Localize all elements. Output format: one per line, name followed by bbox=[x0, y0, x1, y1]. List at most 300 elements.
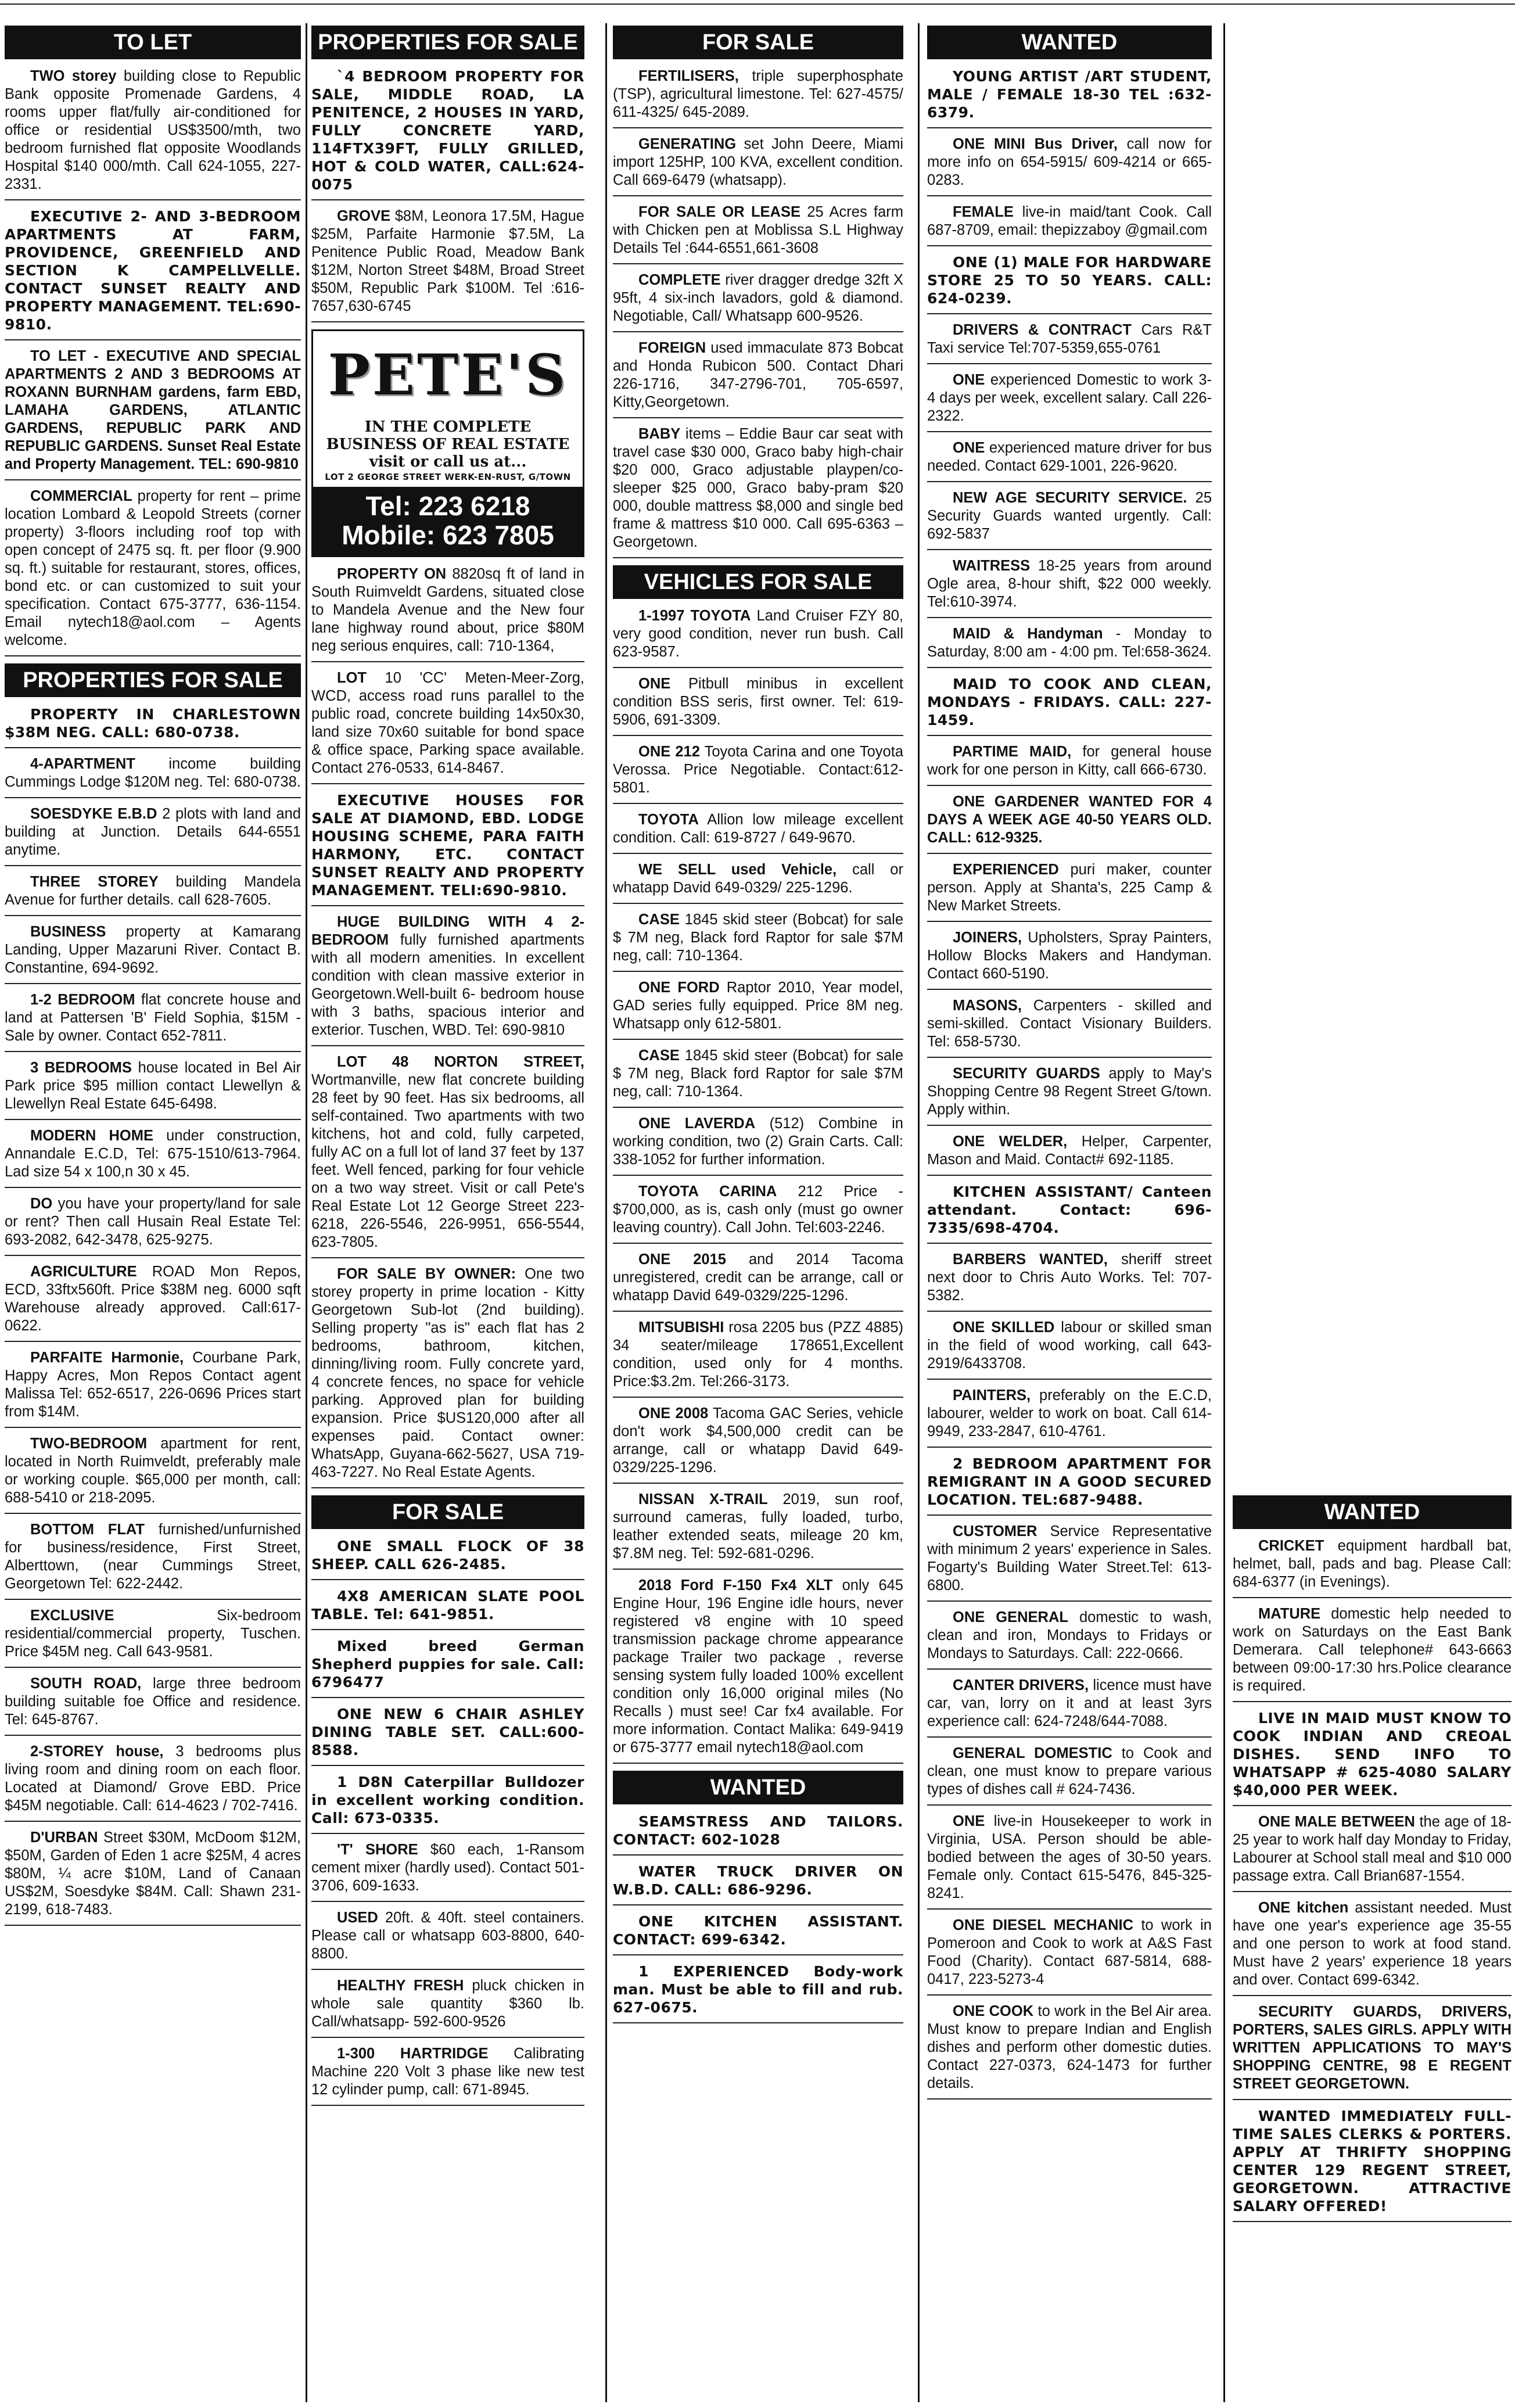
classified-ad bbox=[311, 1909, 584, 1970]
ad-body: property for rent – prime location Lombard & Leopold Streets (corner property) 3-floors including roof top with open concept of 2475 sq. ft. per floor (9.900 sq. ft.) suitable for restaurant, stores, offices, bond etc. or can customized to suit your specification. Contact 675-3777, 636-1154. Email nytech18@aol.com – Agents welcome. bbox=[5, 488, 301, 648]
ad-body: Service Representative with minimum 2 years' experience in Sales. Fogarty's Building Water Street.Tel: 613-6800. bbox=[927, 1523, 1212, 1594]
ad-lead: FEMALE bbox=[953, 204, 1014, 220]
classified-ad bbox=[927, 793, 1212, 854]
ad-lead: ONE WELDER, bbox=[953, 1133, 1068, 1150]
ad-body: Tacoma GAC Series, vehicle don't work $4,500,000 credit can be arrange, call or whatapp David 649-0329/225-1296. bbox=[613, 1405, 903, 1476]
ad-body: for general house work for one person in Kitty, call 666-6730. bbox=[927, 744, 1212, 778]
ad-lead: LOT bbox=[337, 670, 367, 686]
top-rule bbox=[0, 0, 1515, 5]
ad-lead: ONE GARDENER WANTED FOR 4 DAYS A WEEK AGE 40-50 YEARS OLD. CALL: 612-9325. bbox=[927, 794, 1212, 846]
ad-body: apply to May's Shopping Centre 98 Regent Street G/town. Apply within. bbox=[927, 1065, 1212, 1118]
ad-body: domestic to wash, clean and iron, Mondays to Fridays or Mondays to Saturdays. Call: 222-0666. bbox=[927, 1609, 1212, 1661]
ad-lead: GROVE bbox=[337, 208, 391, 224]
ad-body: Street $30M, McDoom $12M, $50M, Garden of Eden 1 acre $25M, 4 acres $80M, ¼ acre $10M, Land of Canaan US$2M, Soesdyke $84M. Call: Shawn 231-2199, 618-7483. bbox=[5, 1829, 301, 1918]
classified-ad bbox=[613, 607, 903, 668]
ad-body: Upholsters, Spray Painters, Hollow Blocks Makers and Handyman. Contact 660-5190. bbox=[927, 930, 1212, 982]
ad-body: Wortmanville, new flat concrete building 28 feet by 90 feet. Has six bedrooms, all self-contained. Two apartments with two kitchens, hot and cold, fully carpeted, fully AC on a full lot of land 37 feet by 137 feet. Well fenced, parking for four vehicle on a two way street. Visit or call Pete's Real Estate Lot 12 George Street 223-6218, 226-5546, 226-9951, 656-5544, 623-7805. bbox=[311, 1072, 584, 1250]
ad-lead: SECURITY GUARDS bbox=[953, 1065, 1100, 1082]
ad-body: call or whatapp David 649-0329/ 225-1296. bbox=[613, 862, 903, 896]
classified-ad bbox=[5, 347, 301, 480]
ad-lead: ONE COOK bbox=[953, 2003, 1034, 2019]
ad-body: under construction, Annandale E.C.D, Tel: 675-1510/613-7964. Lad size 54 x 100,n 30 x 45. bbox=[5, 1128, 301, 1180]
ad-body: and 2014 Tacoma unregistered, credit can be arrange, call or whatapp David 649-0329/225-1296. bbox=[613, 1251, 903, 1304]
section-header: FOR SALE bbox=[311, 1495, 584, 1529]
classified-ad bbox=[1233, 1813, 1512, 1892]
classified-ad bbox=[5, 755, 301, 798]
ad-lead: FERTILISERS, bbox=[638, 68, 739, 84]
section-header: WANTED bbox=[613, 1771, 903, 1804]
ad-body: - Monday to Saturday, 8:00 am - 4:00 pm. Tel:658-3624. bbox=[927, 626, 1212, 660]
classified-ad bbox=[613, 1962, 903, 2023]
classified-ad bbox=[613, 911, 903, 972]
classified-ad bbox=[613, 425, 903, 558]
ad-lead: Mixed breed German Shepherd puppies for sale. Call: 6796477 bbox=[311, 1638, 584, 1691]
classified-ad bbox=[5, 1127, 301, 1188]
classified-ad bbox=[927, 929, 1212, 990]
classified-ad bbox=[613, 811, 903, 854]
ad-lead: ONE bbox=[953, 440, 985, 456]
ad-body: 2019, sun roof, surround cameras, fully loaded, turbo, leather extended seats, mileage 20 km, $7.8M neg. Tel: 592-681-0296. bbox=[613, 1491, 903, 1562]
section-header: WANTED bbox=[1233, 1495, 1512, 1529]
ad-body: assistant needed. Must have one year's experience age 35-55 and one person to work at food stand. Must have 2 years' experience 18 years and over. Contact 699-6342. bbox=[1233, 1900, 1512, 1988]
section-header: PROPERTIES FOR SALE bbox=[311, 26, 584, 59]
ad-lead: CANTER DRIVERS, bbox=[953, 1677, 1089, 1693]
ad-body: 3 bedrooms plus living room and dining room on each floor. Located at Diamond/ Grove EBD. Price $45M negotiable. Call: 614-4623 / 702-7416. bbox=[5, 1743, 301, 1814]
ad-body: Cars R&T Taxi service Tel:707-5359,655-0761 bbox=[927, 322, 1212, 356]
ad-body: ROAD Mon Repos, ECD, 33ftx560ft. Price $38M neg. 6000 sqft Warehouse already approved. Call:617-0622. bbox=[5, 1264, 301, 1334]
ad-lead: THREE STOREY bbox=[30, 874, 159, 890]
ad-lead: ONE 212 bbox=[638, 744, 700, 760]
ad-lead: GENERATING bbox=[638, 136, 737, 152]
section-header: TO LET bbox=[5, 26, 301, 59]
classified-ad bbox=[927, 743, 1212, 786]
classified-ad bbox=[5, 1829, 301, 1926]
petes-real-estate-logo bbox=[311, 329, 584, 557]
ad-lead: EXPERIENCED bbox=[953, 862, 1059, 878]
ad-lead: ONE bbox=[638, 676, 671, 692]
ad-lead: JOINERS, bbox=[953, 930, 1022, 946]
logo-tagline: BUSINESS OF REAL ESTATE bbox=[326, 436, 570, 453]
ad-lead: BUSINESS bbox=[30, 924, 106, 940]
logo-banner bbox=[313, 331, 583, 418]
classified-ad bbox=[927, 1319, 1212, 1380]
ad-body: live-in maid/tant Cook. Call 687-8709, email: thepizzaboy @gmail.com bbox=[927, 204, 1212, 238]
classified-ad bbox=[927, 1251, 1212, 1312]
logo-tagline: visit or call us at... bbox=[369, 453, 527, 471]
classified-ad bbox=[5, 1675, 301, 1736]
column-divider bbox=[306, 23, 307, 2402]
classified-ad bbox=[927, 1677, 1212, 1738]
classified-ad bbox=[613, 339, 903, 418]
ad-body: 1845 skid steer (Bobcat) for sale $ 7M neg, Black ford Raptor for sale $7M neg, call: 710-1364. bbox=[613, 1047, 903, 1100]
ad-lead: ONE 2008 bbox=[638, 1405, 709, 1422]
ad-lead: CASE bbox=[638, 911, 680, 928]
logo-phone-block bbox=[313, 487, 583, 555]
ad-lead: ONE bbox=[953, 1813, 985, 1829]
classified-ad bbox=[613, 1912, 903, 1955]
classified-ad bbox=[311, 67, 584, 200]
ad-body: to Cook and clean, one must know to prepare various types of dishes call # 624-7436. bbox=[927, 1745, 1212, 1797]
ad-lead: ONE MALE BETWEEN bbox=[1258, 1814, 1415, 1830]
ad-lead: `4 BEDROOM PROPERTY FOR SALE, MIDDLE ROAD, LA PENITENCE, 2 HOUSES IN YARD, FULLY CONCRETE YARD, 114FTX39FT, FULLY GRILLED, HOT & COLD WATER, CALL:624-0075 bbox=[311, 68, 584, 193]
column-1 bbox=[5, 23, 301, 2402]
ad-lead: ONE FORD bbox=[638, 979, 720, 996]
classified-ad bbox=[5, 1059, 301, 1120]
classified-ad bbox=[613, 1577, 903, 1764]
classified-ad bbox=[311, 1841, 584, 1902]
ad-lead: FOR SALE BY OWNER: bbox=[337, 1266, 516, 1282]
ad-lead: ONE (1) MALE FOR HARDWARE STORE 25 TO 50 YEARS. CALL: 624-0239. bbox=[927, 254, 1212, 307]
ad-lead: 4-APARTMENT bbox=[30, 756, 135, 772]
ad-body: call now for more info on 654-5915/ 609-4214 or 665-0283. bbox=[927, 136, 1212, 188]
ad-lead: ONE MINI Bus Driver, bbox=[953, 136, 1118, 152]
ad-body: equipment hardball bat, helmet, ball, pads and bag. Please Call: 684-6377 (in Evenings). bbox=[1233, 1538, 1512, 1590]
ad-body: Courbane Park, Happy Acres, Mon Repos Contact agent Malissa Tel: 652-6517, 226-0696 Prices start from $14M. bbox=[5, 1350, 301, 1420]
ad-lead: HUGE BUILDING WITH 4 2- BEDROOM bbox=[311, 914, 584, 948]
classified-ad bbox=[613, 1115, 903, 1176]
ad-lead: YOUNG ARTIST /ART STUDENT, MALE / FEMALE 18-30 TEL :632-6379. bbox=[927, 68, 1212, 121]
ad-lead: TWO storey bbox=[30, 68, 117, 84]
ad-lead: ONE LAVERDA bbox=[638, 1115, 756, 1132]
ad-lead: MASONS, bbox=[953, 997, 1022, 1014]
logo-name: PETE'S bbox=[328, 342, 568, 408]
classified-ad bbox=[927, 1813, 1212, 1910]
ad-body: Six-bedroom residential/commercial property, Tuschen. Price $45M neg. Call 643-9581. bbox=[5, 1607, 301, 1660]
classified-ad bbox=[927, 135, 1212, 196]
section-header: VEHICLES FOR SALE bbox=[613, 565, 903, 599]
ad-lead: 1 EXPERIENCED Body-work man. Must be able to fill and rub. 627-0675. bbox=[613, 1963, 903, 2016]
ad-body: 2 plots with land and building at Junction. Details 644-6551 anytime. bbox=[5, 806, 301, 858]
classified-ad bbox=[1233, 1709, 1512, 1806]
ad-body: Raptor 2010, Year model, GAD series fully equipped. Price 8M neg. Whatsapp only 612-5801. bbox=[613, 979, 903, 1032]
ad-lead: ONE SMALL FLOCK OF 38 SHEEP. CALL 626-2485. bbox=[311, 1538, 584, 1573]
classified-ad bbox=[613, 1862, 903, 1905]
classified-ad bbox=[311, 1637, 584, 1698]
classified-ad bbox=[1233, 2003, 1512, 2100]
ad-lead: 2-STOREY house, bbox=[30, 1743, 164, 1760]
classified-ad bbox=[5, 67, 301, 200]
classified-ad bbox=[5, 805, 301, 866]
classified-ad bbox=[5, 705, 301, 748]
ad-body: sheriff street next door to Chris Auto Works. Tel: 707-5382. bbox=[927, 1251, 1212, 1304]
ad-lead: AGRICULTURE bbox=[30, 1264, 137, 1280]
section-header: FOR SALE bbox=[613, 26, 903, 59]
ad-lead: PROPERTY IN CHARLESTOWN $38M NEG. CALL: 680-0738. bbox=[5, 706, 301, 741]
ad-body: 8820sq ft of land in South Ruimveldt Gardens, situated close to Mandela Avenue and the New four lane highway round about, price $80M neg serious enquires, call: 710-1364, bbox=[311, 566, 584, 654]
ad-lead: MAID & Handyman bbox=[953, 626, 1103, 642]
column-divider bbox=[605, 23, 607, 2402]
ad-lead: NISSAN X-TRAIL bbox=[638, 1491, 768, 1508]
ad-lead: 2 BEDROOM APARTMENT FOR REMIGRANT IN A GOOD SECURED LOCATION. TEL:687-9488. bbox=[927, 1455, 1212, 1508]
classified-ad bbox=[311, 207, 584, 322]
ad-lead: 1-300 HARTRIDGE bbox=[337, 2045, 489, 2062]
classified-ad bbox=[5, 923, 301, 984]
classified-ad bbox=[311, 1773, 584, 1834]
logo-mobile: Mobile: 623 7805 bbox=[342, 520, 554, 550]
ad-lead: HEALTHY FRESH bbox=[337, 1978, 464, 1994]
classified-ad bbox=[5, 207, 301, 340]
ad-lead: WAITRESS bbox=[953, 558, 1031, 574]
ad-lead: EXECUTIVE 2- AND 3-BEDROOM APARTMENTS AT FARM, PROVIDENCE, GREENFIELD AND SECTION K CAMPELLVELLE. CONTACT SUNSET REALTY AND PROPERTY MANAGEMENT. TEL:690-9810. bbox=[5, 208, 301, 333]
ad-body: flat concrete house and land at Pattersen 'B' Field Sophia, $15M - Sale by owner. Contact 652-7811. bbox=[5, 992, 301, 1044]
ad-lead: MATURE bbox=[1258, 1606, 1321, 1622]
classified-ad bbox=[311, 913, 584, 1046]
classified-ad bbox=[613, 67, 903, 128]
ad-lead: 3 BEDROOMS bbox=[30, 1060, 132, 1076]
classified-ad bbox=[613, 1405, 903, 1484]
ad-lead: PAINTERS, bbox=[953, 1387, 1031, 1404]
classified-ad bbox=[927, 1917, 1212, 1996]
ad-lead: SOUTH ROAD, bbox=[30, 1675, 142, 1692]
ad-body: 1845 skid steer (Bobcat) for sale $ 7M neg, Black ford Raptor for sale $7M neg, call: 710-1364. bbox=[613, 911, 903, 964]
classified-ad bbox=[927, 1455, 1212, 1516]
classified-ad bbox=[927, 2003, 1212, 2100]
ad-lead: MAID TO COOK AND CLEAN, MONDAYS - FRIDAYS. CALL: 227-1459. bbox=[927, 676, 1212, 728]
ad-body: building close to Republic Bank opposite Promenade Gardens, 4 rooms upper flat/fully air-conditioned for office or residential US$3500/mth, two bedroom furnished flat opposite Woodlands Hospital $140 000/mth. Call 624-1055, 227-2331. bbox=[5, 68, 301, 192]
ad-body: apartment for rent, located in North Ruimveldt, preferably male or working couple. $65,000 per month, call: 688-5410 or 218-2095. bbox=[5, 1436, 301, 1506]
ad-body: Pitbull minibus in excellent condition BSS seris, first owner. Tel: 619-5906, 691-3309. bbox=[613, 676, 903, 728]
classified-ad bbox=[927, 203, 1212, 246]
ad-body: set John Deere, Miami import 125HP, 100 KVA, excellent condition. Call 669-6479 (whatsapp). bbox=[613, 136, 903, 188]
ad-body: large three bedroom building suitable foe Office and residence. Tel: 645-8767. bbox=[5, 1675, 301, 1728]
ad-lead: 4X8 AMERICAN SLATE POOL TABLE. Tel: 641-9851. bbox=[311, 1588, 584, 1623]
classified-ad bbox=[311, 791, 584, 906]
ad-lead: ONE KITCHEN ASSISTANT. CONTACT: 699-6342. bbox=[613, 1913, 903, 1948]
classified-ad bbox=[927, 1065, 1212, 1126]
classified-ad bbox=[1233, 1537, 1512, 1598]
ad-lead: SOESDYKE E.B.D bbox=[30, 806, 157, 822]
classified-ad bbox=[927, 1183, 1212, 1244]
ad-lead: CRICKET bbox=[1258, 1538, 1324, 1554]
ad-lead: LIVE IN MAID MUST KNOW TO COOK INDIAN AND CREOAL DISHES. SEND INFO TO WHATSAPP # 625-4080 SALARY $40,000 PER WEEK. bbox=[1233, 1710, 1512, 1799]
ad-lead: EXCLUSIVE bbox=[30, 1607, 114, 1624]
classified-ad bbox=[5, 1607, 301, 1668]
classified-ad bbox=[5, 1743, 301, 1822]
ad-body: One two storey property in prime location - Kitty Georgetown Sub-lot (2nd building). Selling property "as is" each flat has 2 bedrooms, bathroom, kitchen, dinning/living room. Fully concrete yard, 4 concrete fences, no space for vehicle parking. Approved plan for building expansion. Price $US120,000 after all expenses paid. Contact owner: WhatsApp, Guyana-662-5627, USA 719-463-7227. No Real Estate Agents. bbox=[311, 1266, 584, 1480]
ad-lead: MITSUBISHI bbox=[638, 1319, 724, 1336]
ad-lead: 1 D8N Caterpillar Bulldozer in excellent working condition. Call: 673-0335. bbox=[311, 1774, 584, 1826]
ad-body: fully furnished apartments with all modern amenities. In excellent condition with clean massive exterior in Georgetown.Well-built 6- bedroom house with 3 baths, spacious interior and exterior. Tuschen, WBD. Tel: 690-9810 bbox=[311, 932, 584, 1038]
ad-lead: WE SELL used Vehicle, bbox=[638, 862, 837, 878]
ad-lead: NEW AGE SECURITY SERVICE. bbox=[953, 490, 1187, 506]
ad-body: 10 'CC' Meten-Meer-Zorg, WCD, access road runs parallel to the public road, concrete building 14x50x30, land size 70x60 suitable for bond space & office space, Parking space available. Contact 276-0533, 614-8467. bbox=[311, 670, 584, 776]
ad-lead: MODERN HOME bbox=[30, 1128, 153, 1144]
ad-lead: USED bbox=[337, 1910, 378, 1926]
ad-body: property at Kamarang Landing, Upper Mazaruni River. Contact B. Constantine, 694-9692. bbox=[5, 924, 301, 976]
ad-body: used immaculate 873 Bobcat and Honda Rubicon 500. Contact Dhari 226-1716, 347-2796-701, 705-6597, Kitty,Georgetown. bbox=[613, 340, 903, 410]
classified-ad bbox=[613, 135, 903, 196]
ad-body: income building Cummings Lodge $120M neg. Tel: 680-0738. bbox=[5, 756, 301, 790]
classified-ad bbox=[5, 1435, 301, 1514]
column-divider bbox=[1223, 23, 1225, 2402]
ad-body: the age of 18-25 year to work half day Monday to Friday, Labourer at School stall meal and $10 000 passage extra. Call Brian687-1554. bbox=[1233, 1814, 1512, 1884]
classified-ad bbox=[311, 669, 584, 784]
classified-ad bbox=[5, 1521, 301, 1600]
ad-body: rosa 2205 bus (PZZ 4885) 34 seater/mileage 178651,Excellent condition, used only for 4 months. Price:$3.2m. Tel:266-3173. bbox=[613, 1319, 903, 1390]
ad-lead: TOYOTA CARINA bbox=[638, 1183, 777, 1200]
ad-body: furnished/unfurnished for business/residence, First Street, Alberttown, (near Cummings Street, Georgetown Tel: 622-2442. bbox=[5, 1521, 301, 1592]
column-4 bbox=[927, 23, 1212, 2402]
section-header: WANTED bbox=[927, 26, 1212, 59]
classified-ad bbox=[927, 1523, 1212, 1602]
classified-ad bbox=[613, 979, 903, 1040]
classified-ad bbox=[311, 1587, 584, 1630]
classified-ad bbox=[5, 991, 301, 1052]
ad-body: preferably on the E.C.D, labourer, welder to work on boat. Call 614-9949, 233-2847, 610-4761. bbox=[927, 1387, 1212, 1440]
ad-body: domestic help needed to work on Saturdays on the East Bank Demerara. Call telephone# 643-6663 between 09:00-17:30 hrs.Police clearance is required. bbox=[1233, 1606, 1512, 1694]
classified-ad bbox=[311, 565, 584, 662]
classified-ad bbox=[311, 1977, 584, 2038]
ad-body: $60 each, 1-Ransom cement mixer (hardly used). Contact 501-3706, 609-1633. bbox=[311, 1842, 584, 1894]
ad-lead: 2018 Ford F-150 Fx4 XLT bbox=[638, 1577, 833, 1594]
ad-lead: FOREIGN bbox=[638, 340, 706, 356]
classified-ad bbox=[1233, 2107, 1512, 2222]
ad-lead: CUSTOMER bbox=[953, 1523, 1037, 1539]
ad-body: to work in the Bel Air area. Must know to prepare Indian and English dishes and perform other domestic duties. Contact 227-0373, 624-1473 for further details. bbox=[927, 2003, 1212, 2091]
ad-body: live-in Housekeeper to work in Virginia, USA. Person should be able-bodied between the ages of 30-50 years. Female only. Contact 615-5476, 845-325-8241. bbox=[927, 1813, 1212, 1901]
ad-body: river dragger dredge 32ft X 95ft, 4 six-inch lavadors, gold & diamond. Negotiable, Call/ Whatsapp 600-9526. bbox=[613, 272, 903, 324]
classified-ad bbox=[613, 861, 903, 904]
ad-body: $8M, Leonora 17.5M, Hague $25M, Parfaite Harmonie $7.5M, La Penitence Public Road, Meadow Bank $12M, Norton Street $48M, Broad Street $50M, Republic Park $100M. Tel :616-7657,630-6745 bbox=[311, 208, 584, 314]
classified-ad bbox=[1233, 1605, 1512, 1702]
classified-ad bbox=[927, 861, 1212, 922]
ad-lead: TOYOTA bbox=[638, 812, 699, 828]
ad-lead: TO LET - EXECUTIVE AND SPECIAL APARTMENTS 2 AND 3 BEDROOMS AT ROXANN BURNHAM gardens, farm EBD, LAMAHA GARDENS, ATLANTIC GARDENS, REPUBLIC PARK AND REPUBLIC GARDENS. Sunset Real Estate and Property Management. TEL: 690-9810 bbox=[5, 348, 301, 472]
ad-lead: BARBERS WANTED, bbox=[953, 1251, 1108, 1268]
classified-ad bbox=[613, 1319, 903, 1398]
classified-ad bbox=[311, 2045, 584, 2106]
logo-telephone: Tel: 223 6218 bbox=[365, 491, 530, 521]
classified-ad bbox=[613, 1813, 903, 1856]
ad-lead: FOR SALE OR LEASE bbox=[638, 204, 800, 220]
logo-tagline: IN THE COMPLETE bbox=[364, 418, 532, 436]
classified-ad bbox=[927, 489, 1212, 550]
classified-ad bbox=[927, 67, 1212, 128]
ad-lead: COMMERCIAL bbox=[30, 488, 132, 504]
ad-lead: LOT 48 NORTON STREET, bbox=[337, 1054, 584, 1070]
classified-ad bbox=[927, 1133, 1212, 1176]
ad-lead: SEAMSTRESS AND TAILORS. CONTACT: 602-1028 bbox=[613, 1813, 903, 1848]
ad-lead: KITCHEN ASSISTANT/ Canteen attendant. Contact: 696-7335/698-4704. bbox=[927, 1183, 1212, 1236]
ad-lead: ONE GENERAL bbox=[953, 1609, 1068, 1625]
section-header: PROPERTIES FOR SALE bbox=[5, 663, 301, 697]
ad-body: pluck chicken in whole sale quantity $360 lb. Call/whatsapp- 592-600-9526 bbox=[311, 1978, 584, 2030]
ad-lead: COMPLETE bbox=[638, 272, 721, 288]
ad-lead: PARTIME MAID, bbox=[953, 744, 1072, 760]
ad-lead: ONE bbox=[953, 372, 985, 388]
ad-body: house located in Bel Air Park price $95 million contact Llewellyn & Llewellyn Real Estate 645-6498. bbox=[5, 1060, 301, 1112]
classified-ad bbox=[613, 1251, 903, 1312]
classified-ad bbox=[927, 321, 1212, 364]
ad-lead: PROPERTY ON bbox=[337, 566, 447, 582]
classified-ad bbox=[5, 487, 301, 656]
classified-ad bbox=[311, 1053, 584, 1258]
classified-ad bbox=[311, 1537, 584, 1580]
column-2 bbox=[311, 23, 584, 2402]
ad-lead: DRIVERS & CONTRACT bbox=[953, 322, 1132, 338]
classified-ad bbox=[5, 1349, 301, 1428]
ad-lead: TWO-BEDROOM bbox=[30, 1436, 148, 1452]
classified-ad bbox=[613, 271, 903, 332]
classified-ad bbox=[1233, 1899, 1512, 1996]
classified-ad bbox=[927, 997, 1212, 1058]
ad-body: Carpenters - skilled and semi-skilled. Contact Visionary Builders. Tel: 658-5730. bbox=[927, 997, 1212, 1050]
classified-ad bbox=[927, 1387, 1212, 1448]
ad-body: labour or skilled sman in the field of wood working, call 643-2919/6433708. bbox=[927, 1319, 1212, 1372]
ad-body: Toyota Carina and one Toyota Verossa. Price Negotiable. Contact:612-5801. bbox=[613, 744, 903, 796]
classified-ad bbox=[927, 1745, 1212, 1806]
classified-ad bbox=[927, 371, 1212, 432]
ad-body: 25 Acres farm with Chicken pen at Moblissa S.L Highway Details Tel :644-6551,661-3608 bbox=[613, 204, 903, 256]
classified-ad bbox=[927, 675, 1212, 736]
classified-ad bbox=[613, 203, 903, 264]
ad-body: 25 Security Guards wanted urgently. Call: 692-5837 bbox=[927, 490, 1212, 542]
ad-body: you have your property/land for sale or rent? Then call Husain Real Estate Tel: 693-2082, 642-3478, 625-9275. bbox=[5, 1196, 301, 1248]
classified-ad bbox=[927, 253, 1212, 314]
ad-body: items – Eddie Baur car seat with travel case $30 000, Graco baby high-chair $20 000, Graco adjustable playpen/co-sleeper $25 000, Graco baby-pram $20 000, double mattress $8,000 and single bed frame & mattress $10 000. Call 695-6363 – Georgetown. bbox=[613, 426, 903, 550]
ad-lead: 1-1997 TOYOTA bbox=[638, 608, 751, 624]
ad-lead: WATER TRUCK DRIVER ON W.B.D. CALL: 686-9296. bbox=[613, 1863, 903, 1898]
ad-lead: ONE DIESEL MECHANIC bbox=[953, 1917, 1133, 1933]
ad-body: only 645 Engine Hour, 196 Engine idle hours, never registered v8 engine with 10 speed transmission package chrome appearance package Trailer two package , reverse sensing system fully loaded 100% excellent condition only 16,000 original miles (No Recalls ) must see! Car fx4 available. For more information. Contact Malika: 649-9419 or 675-3777 email nytech18@aol.com bbox=[613, 1577, 903, 1756]
ad-lead: PARFAITE Harmonie, bbox=[30, 1350, 184, 1366]
classified-ad bbox=[613, 1183, 903, 1244]
ad-body: triple superphosphate (TSP), agricultural limestone. Tel: 627-4575/ 611-4325/ 645-2089. bbox=[613, 68, 903, 120]
classified-ad bbox=[5, 873, 301, 916]
ad-lead: ONE NEW 6 CHAIR ASHLEY DINING TABLE SET. CALL:600-8588. bbox=[311, 1706, 584, 1759]
ad-lead: EXECUTIVE HOUSES FOR SALE AT DIAMOND, EBD. LODGE HOUSING SCHEME, PARA FAITH HARMONY, ETC. CONTACT SUNSET REALTY AND PROPERTY MANAGEMENT. TELI:690-9810. bbox=[311, 792, 584, 899]
ad-body: 212 Price - $700,000, as is, cash only (must go owner leaving country). Call John. Tel:603-2246. bbox=[613, 1183, 903, 1236]
classified-ad bbox=[311, 1265, 584, 1488]
ad-body: experienced Domestic to work 3-4 days per week, excellent salary. Call 226-2322. bbox=[927, 372, 1212, 424]
ad-body: (512) Combine in working condition, two (2) Grain Carts. Call: 338-1052 for further information. bbox=[613, 1115, 903, 1168]
ad-lead: ONE SKILLED bbox=[953, 1319, 1055, 1336]
ad-body: licence must have car, van, lorry on it and at least 3yrs experience call: 624-7248/644-7088. bbox=[927, 1677, 1212, 1729]
ad-body: to work in Pomeroon and Cook to work at A&S Fast Food (Charity). Contact 687-5814, 688-0417, 223-5273-4 bbox=[927, 1917, 1212, 1987]
classified-ad bbox=[613, 675, 903, 736]
ad-lead: BABY bbox=[638, 426, 681, 442]
ad-lead: 'T' SHORE bbox=[337, 1842, 418, 1858]
ad-lead: DO bbox=[30, 1196, 53, 1212]
ad-body: Allion low mileage excellent condition. Call: 619-8727 / 649-9670. bbox=[613, 812, 903, 846]
classified-ad bbox=[927, 439, 1212, 482]
column-5 bbox=[1233, 1493, 1512, 2402]
ad-lead: WANTED IMMEDIATELY FULL-TIME SALES CLERKS & PORTERS. APPLY AT THRIFTY SHOPPING CENTER 129 REGENT STREET, GEORGETOWN. ATTRACTIVE SALARY OFFERED! bbox=[1233, 2108, 1512, 2215]
ad-body: puri maker, counter person. Apply at Shanta's, 225 Camp & New Market Streets. bbox=[927, 862, 1212, 914]
ad-body: Land Cruiser FZY 80, very good condition, never run bush. Call 623-9587. bbox=[613, 608, 903, 660]
ad-body: experienced mature driver for bus needed. Contact 629-1001, 226-9620. bbox=[927, 440, 1212, 474]
ad-lead: GENERAL DOMESTIC bbox=[953, 1745, 1112, 1761]
classified-ad bbox=[613, 1491, 903, 1570]
ad-lead: ONE kitchen bbox=[1258, 1900, 1349, 1916]
classified-ad bbox=[927, 1609, 1212, 1670]
ad-lead: D'URBAN bbox=[30, 1829, 98, 1846]
ad-lead: ONE 2015 bbox=[638, 1251, 726, 1268]
classified-ad bbox=[613, 743, 903, 804]
ad-body: 20ft. & 40ft. steel containers. Please call or whatsapp 603-8800, 640-8800. bbox=[311, 1910, 584, 1962]
ad-body: Helper, Carpenter, Mason and Maid. Contact# 692-1185. bbox=[927, 1133, 1212, 1168]
classified-ad bbox=[311, 1705, 584, 1766]
column-divider bbox=[918, 23, 920, 2402]
ad-lead: 1-2 BEDROOM bbox=[30, 992, 135, 1008]
classified-ad bbox=[927, 625, 1212, 668]
ad-body: 18-25 years from around Ogle area, 8-hour shift, $22 000 weekly. Tel:610-3974. bbox=[927, 558, 1212, 610]
ad-lead: BOTTOM FLAT bbox=[30, 1521, 145, 1538]
ad-lead: CASE bbox=[638, 1047, 680, 1064]
ad-body: Calibrating Machine 220 Volt 3 phase like new test 12 cylinder pump, call: 671-8945. bbox=[311, 2045, 584, 2098]
classified-ad bbox=[613, 1047, 903, 1108]
classified-ad bbox=[5, 1263, 301, 1342]
